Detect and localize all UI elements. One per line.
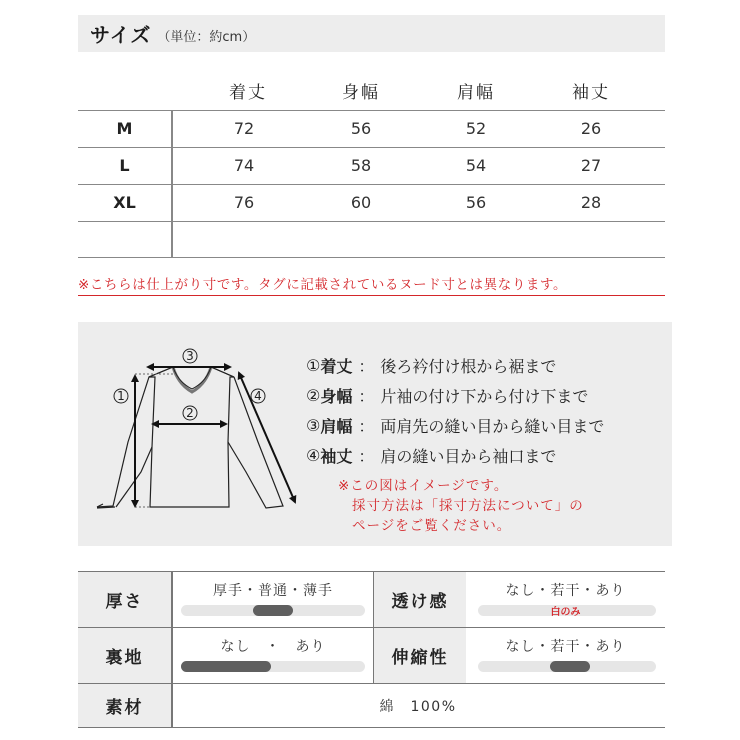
legend-number: ③ — [306, 415, 321, 435]
lining-track — [181, 661, 365, 672]
fabric-attributes-table — [78, 571, 665, 728]
table-cell: 52 — [465, 119, 487, 138]
note-line: 採寸方法は「採寸方法について」の — [352, 498, 584, 514]
attr-row-thickness-transparency — [78, 572, 665, 628]
measurement-legend — [306, 350, 604, 470]
legend-key: 着丈 — [320, 356, 353, 376]
table-row — [78, 110, 665, 147]
transparency-note: 白のみ — [550, 607, 581, 618]
size-table — [78, 68, 665, 258]
table-cell: 27 — [580, 156, 602, 175]
marker-2: 2 — [186, 406, 194, 420]
table-cell: 72 — [233, 119, 255, 138]
table-cell: 56 — [350, 119, 372, 138]
table-cell: 60 — [350, 193, 372, 212]
size-title-bar — [78, 15, 665, 52]
size-label: M — [116, 119, 133, 138]
diagram-note — [338, 476, 584, 536]
material-value: 綿 100% — [379, 698, 457, 715]
legend-number: ④ — [306, 445, 321, 465]
lining-options: なし ・ あり — [220, 639, 326, 655]
col-header-sleeve: 袖丈 — [572, 83, 610, 103]
col-header-width: 身幅 — [342, 83, 380, 103]
size-label: XL — [113, 193, 136, 212]
measurement-diagram-panel — [78, 322, 672, 546]
legend-description: 肩の縫い目から袖口まで — [380, 446, 557, 466]
legend-description: 片袖の付け下から付け下まで — [380, 386, 589, 406]
transparency-options: なし・若干・あり — [505, 583, 626, 599]
shirt-diagram-icon — [78, 322, 308, 546]
table-cell: 74 — [233, 156, 255, 175]
thickness-scale — [173, 572, 373, 627]
stretch-indicator — [550, 661, 590, 672]
legend-number: ② — [306, 385, 321, 405]
legend-description: 両肩先の縫い目から縫い目まで — [380, 416, 605, 436]
label-material: 素材 — [78, 684, 171, 727]
col-header-shoulder: 肩幅 — [457, 83, 495, 103]
legend-separator: ： — [358, 446, 375, 466]
label-stretch: 伸縮性 — [374, 628, 466, 683]
finished-size-warning: ※こちらは仕上がり寸です。タグに記載されているヌード寸とは異なります。 — [78, 273, 665, 296]
legend-key: 袖丈 — [320, 446, 353, 466]
table-cell: 28 — [580, 193, 602, 212]
table-cell: 56 — [465, 193, 487, 212]
legend-item — [306, 380, 604, 410]
attr-row-lining-stretch — [78, 628, 665, 684]
table-cell: 26 — [580, 119, 602, 138]
table-cell: 54 — [465, 156, 487, 175]
legend-separator: ： — [358, 416, 375, 436]
table-cell: 76 — [233, 193, 255, 212]
thickness-track — [181, 605, 365, 616]
label-transparency: 透け感 — [374, 572, 466, 627]
legend-separator: ： — [358, 386, 375, 406]
legend-item — [306, 410, 604, 440]
size-table-header — [78, 68, 665, 110]
legend-separator: ： — [358, 356, 375, 376]
legend-number: ① — [306, 355, 321, 375]
legend-key: 身幅 — [320, 386, 353, 406]
attr-row-material — [78, 684, 665, 728]
section-title: サイズ — [90, 23, 152, 47]
table-divider — [171, 110, 173, 258]
marker-1: 1 — [117, 389, 125, 403]
size-label: L — [119, 156, 130, 175]
thickness-indicator — [253, 605, 293, 616]
lining-scale — [173, 628, 373, 683]
table-row — [78, 147, 665, 184]
note-line: ページをご覧ください。 — [352, 518, 512, 534]
stretch-track — [478, 661, 656, 672]
transparency-scale — [466, 572, 665, 627]
label-lining: 裏地 — [78, 628, 171, 683]
label-thickness: 厚さ — [78, 572, 171, 627]
legend-key: 肩幅 — [320, 416, 353, 436]
marker-4: 4 — [254, 389, 262, 403]
table-cell: 58 — [350, 156, 372, 175]
unit-label: （単位：約cm） — [157, 29, 256, 45]
note-line: ※この図はイメージです。 — [338, 478, 509, 494]
legend-item — [306, 350, 604, 380]
col-header-length: 着丈 — [229, 83, 267, 103]
table-row-empty — [78, 221, 665, 258]
thickness-options: 厚手・普通・薄手 — [213, 583, 333, 599]
table-row — [78, 184, 665, 221]
stretch-scale — [466, 628, 665, 683]
marker-3: 3 — [186, 349, 194, 363]
legend-item — [306, 440, 604, 470]
stretch-options: なし・若干・あり — [505, 639, 626, 655]
lining-indicator — [181, 661, 271, 672]
legend-description: 後ろ衿付け根から裾まで — [380, 356, 557, 376]
